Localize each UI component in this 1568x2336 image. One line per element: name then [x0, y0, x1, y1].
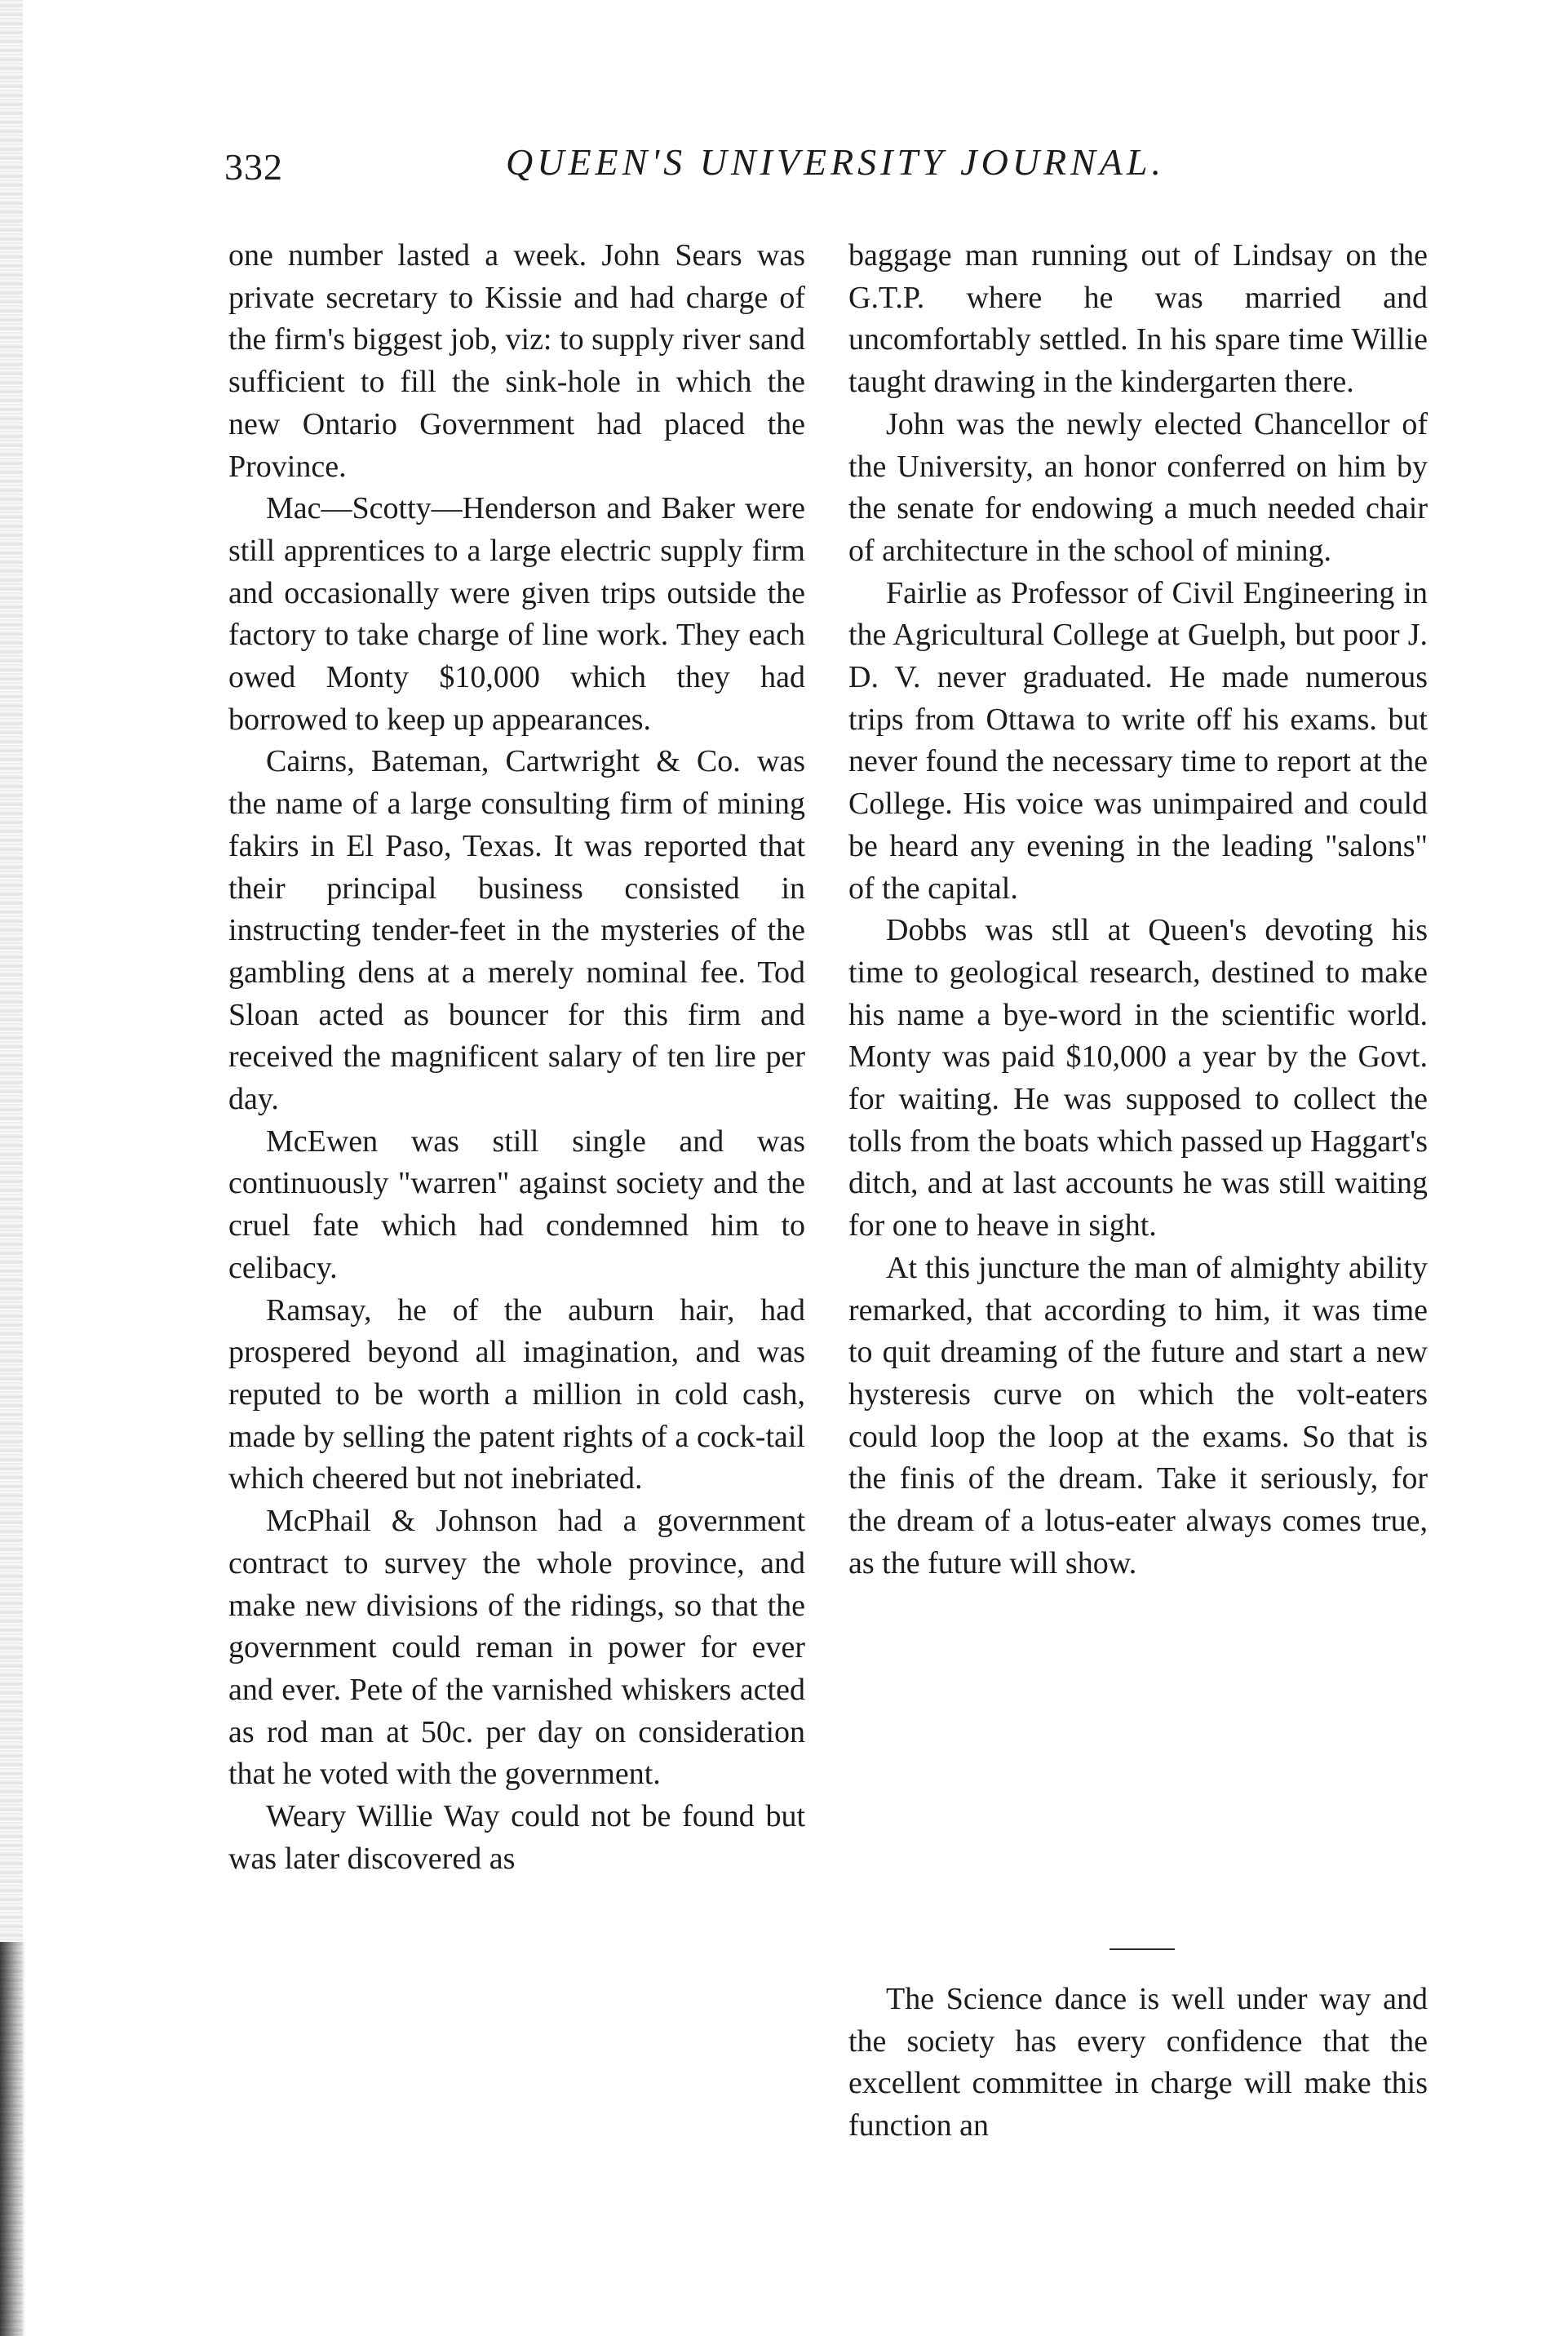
paragraph: Weary Willie Way could not be found but was later discovered as	[228, 1799, 805, 1876]
paragraph: one number lasted a week. John Sears was private secretary to Kissie and had charge of the firm's biggest job, viz: to supply river sand sufficient to fill the sink-hole in which the new Ontario Government had placed the Province.	[228, 238, 805, 484]
section-divider	[1110, 1948, 1175, 1950]
running-title: QUEEN'S UNIVERSITY JOURNAL.	[506, 141, 1165, 183]
paragraph: Dobbs was stll at Queen's devoting his time to geological research, destined to make his name a bye-word in the scientific world. Monty was paid $10,000 a year by the Govt. for waiting. He was supposed to collect the tolls from the boats which passed up Haggart's ditch, and at last accounts he was still waiting for one to heave in sight.	[848, 913, 1428, 1243]
paragraph: baggage man running out of Lindsay on the G.T.P. where he was married and uncomfortably settled. In his spare time Willie taught drawing in the kindergarten there.	[848, 238, 1428, 400]
paragraph: John was the newly elected Chancellor of the University, an honor conferred on him by the senate for endowing a much needed chair of architecture in the school of mining.	[848, 406, 1428, 568]
paragraph: Cairns, Bateman, Cartwright & Co. was the name of a large consulting firm of mining fakirs in El Paso, Texas. It was reported that their principal business consisted in instructing tender-feet in the mysteries of the gambling dens at a merely nominal fee. Tod Sloan acted as bouncer for this firm and received the magnificent salary of ten lire per day.	[228, 744, 805, 1117]
paragraph: McPhail & Johnson had a government contract to survey the whole province, and make new divisions of the ridings, so that the government could reman in power for ever and ever. Pete of the varnished whiskers acted as rod man at 50c. per day on consideration that he voted with the government.	[228, 1504, 805, 1792]
paragraph: Mac—Scotty—Henderson and Baker were still apprentices to a large electric supply firm and occasionally were given trips outside the factory to take charge of line work. They each owed Monty $10,000 which they had borrowed to keep up appearances.	[228, 491, 805, 737]
paragraph: McEwen was still single and was continuously "warren" against society and the cruel fate which had condemned him to celibacy.	[228, 1124, 805, 1285]
right-column-after-rule	[848, 1979, 1428, 2148]
paragraph: The Science dance is well under way and the society has every confidence that the excellent committee in charge will make this function an	[848, 1982, 1428, 2143]
page-header	[224, 141, 1432, 202]
page-number: 332	[224, 146, 283, 188]
paragraph: Fairlie as Professor of Civil Engineering in the Agricultural College at Guelph, but poor J. D. V. never graduated. He made numerous trips from Ottawa to write off his exams. but never found the necessary time to report at the College. His voice was unimpaired and could be heard any evening in the leading "salons" of the capital.	[848, 575, 1428, 906]
left-column	[228, 235, 805, 1880]
scan-binding-shadow	[0, 1942, 26, 2336]
paragraph: Ramsay, he of the auburn hair, had prospered beyond all imagination, and was reputed to be worth a million in cold cash, made by selling the patent rights of a cock-tail which cheered but not inebriated.	[228, 1292, 805, 1496]
paragraph: At this juncture the man of almighty ability remarked, that according to him, it was time to quit dreaming of the future and start a new hysteresis curve on which the volt-eaters could loop the loop at the exams. So that is the finis of the dream. Take it seriously, for the dream of a lotus-eater always comes true, as the future will show.	[848, 1250, 1428, 1580]
right-column	[848, 235, 1428, 1585]
